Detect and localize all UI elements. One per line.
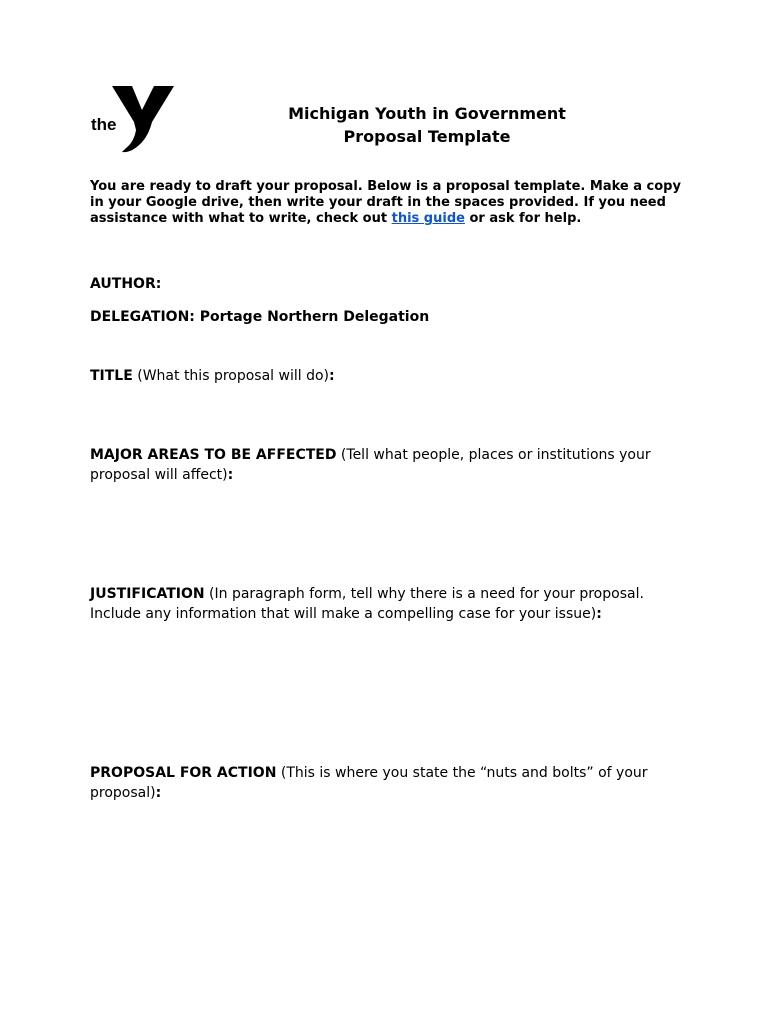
delegation-label: DELEGATION: Portage Northern Delegation xyxy=(90,309,430,325)
major-areas-label: MAJOR AREAS TO BE AFFECTED xyxy=(90,447,337,463)
justification-colon: : xyxy=(596,606,602,622)
major-areas-hint: (Tell what people, places or institutions your proposal will affect) xyxy=(90,447,651,483)
ymca-logo xyxy=(90,86,176,154)
intro-text-before-link: You are ready to draft your proposal. Below is a proposal template. Make a copy in your Google drive, then write your draft in the spaces provided. If you need assistance with what to write, check out xyxy=(90,179,681,226)
intro-text-after-link: or ask for help. xyxy=(464,211,582,226)
proposal-for-action-hint: (This is where you state the “nuts and bolts” of your proposal) xyxy=(90,765,648,801)
delegation-field xyxy=(90,307,675,327)
major-areas-colon: : xyxy=(227,467,234,483)
justification-label: JUSTIFICATION xyxy=(90,586,205,602)
page-title xyxy=(176,102,678,148)
author-label: AUTHOR: xyxy=(90,276,162,292)
title-line-1: Michigan Youth in Government xyxy=(288,104,566,123)
title-line-2: Proposal Template xyxy=(343,127,511,146)
justification-field xyxy=(90,584,675,624)
title-hint: (What this proposal will do) xyxy=(132,368,329,384)
logo-text: the xyxy=(91,115,117,134)
guide-link[interactable]: this guide xyxy=(391,211,465,226)
title-label: TITLE xyxy=(90,368,133,384)
justification-hint: (In paragraph form, tell why there is a need for your proposal. Include any information that will make a compelling case for your issue) xyxy=(90,586,644,622)
ymca-y-logo-icon xyxy=(90,86,176,154)
proposal-for-action-colon: : xyxy=(155,785,162,801)
proposal-for-action-label: PROPOSAL FOR ACTION xyxy=(90,765,277,781)
proposal-for-action-field xyxy=(90,763,675,803)
major-areas-field xyxy=(90,445,675,485)
author-field xyxy=(90,274,675,294)
title-field xyxy=(90,366,675,386)
intro-paragraph xyxy=(90,179,690,227)
title-colon: : xyxy=(329,368,335,384)
